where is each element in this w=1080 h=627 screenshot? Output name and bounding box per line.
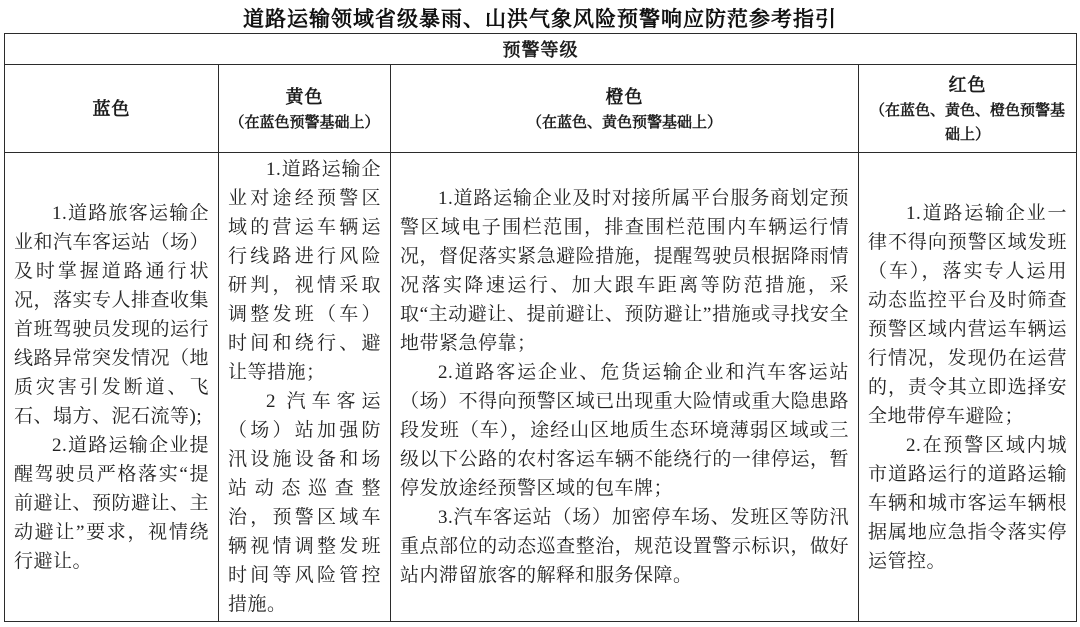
level-name-blue: 蓝色 [92, 98, 131, 119]
warning-level-row [5, 34, 1077, 65]
paragraph: 2.在预警区域内城市道路运行的道路运输车辆和城市客运车辆根据属地应急指令落实停运管控。 [868, 434, 1067, 572]
warning-guide-table [4, 33, 1077, 622]
body-cell-orange [391, 153, 859, 622]
body-cell-red [859, 153, 1077, 622]
paragraph: 2.道路运输企业提醒驾驶员严格落实“提前避让、预防避让、主动避让”要求，视情绕行避让。 [14, 434, 210, 572]
body-cell-blue [5, 153, 219, 622]
level-name-yellow: 黄色 [285, 86, 324, 107]
level-name-orange: 橙色 [605, 86, 644, 107]
measures-row [5, 153, 1077, 622]
paragraph: 1.道路运输企业一律不得向预警区域发班（车），落实专人运用动态监控平台及时筛查预警区域内营运车辆运行情况，发现仍在运营的，责令其立即选择安全地带停车避险； [868, 202, 1067, 427]
doc-title: 道路运输领域省级暴雨、山洪气象风险预警响应防范参考指引 [243, 8, 837, 31]
column-header-row [5, 65, 1077, 153]
warning-level-banner: 预警等级 [5, 34, 1077, 65]
header-cell-red [859, 65, 1077, 153]
header-cell-yellow [219, 65, 391, 153]
paragraph: 3.汽车客运站（场）加密停车场、发班区等防汛重点部位的动态巡查整治，规范设置警示标识，做好站内滞留旅客的解释和服务保障。 [400, 507, 849, 586]
paragraph: 1.道路旅客运输企业和汽车客运站（场）及时掌握道路通行状况，落实专人排查收集首班驾驶员发现的运行线路异常突发情况（地质灾害引发断道、飞石、塌方、泥石流等); [14, 202, 210, 427]
paragraph: 2 汽车客运（场）站加强防汛设施设备和场站动态巡查整治，预警区域车辆视情调整发班时间等风险管控措施。 [228, 391, 381, 615]
paragraph: 1.道路运输企业对途经预警区域的营运车辆运行线路进行风险研判，视情采取调整发班（车）时间和绕行、避让等措施； [228, 159, 381, 383]
paragraph: 1.道路运输企业及时对接所属平台服务商划定预警区域电子围栏范围，排查围栏范围内车辆运行情况，督促落实紧急避险措施，提醒驾驶员根据降雨情况落实降速运行、加大跟车距离等防范措施，采取“主动避让、提前避让、预防避让”措施或寻找安全地带紧急停靠； [400, 188, 849, 354]
paragraph: 2.道路客运企业、危货运输企业和汽车客运站（场）不得向预警区域已出现重大险情或重大隐患路段发班（车），途经山区地质生态环境薄弱区域或三级以下公路的农村客运车辆不能绕行的一律停运，暂停发放途经预警区域的包车牌； [400, 362, 849, 499]
header-cell-blue [5, 65, 219, 153]
level-subtitle-orange: （在蓝色、黄色预警基础上） [526, 113, 722, 131]
header-cell-orange [391, 65, 859, 153]
level-subtitle-yellow: （在蓝色预警基础上） [229, 113, 380, 131]
level-name-red: 红色 [948, 74, 987, 95]
body-cell-yellow [219, 153, 391, 622]
level-subtitle-red: （在蓝色、黄色、橙色预警基础上） [869, 101, 1065, 143]
